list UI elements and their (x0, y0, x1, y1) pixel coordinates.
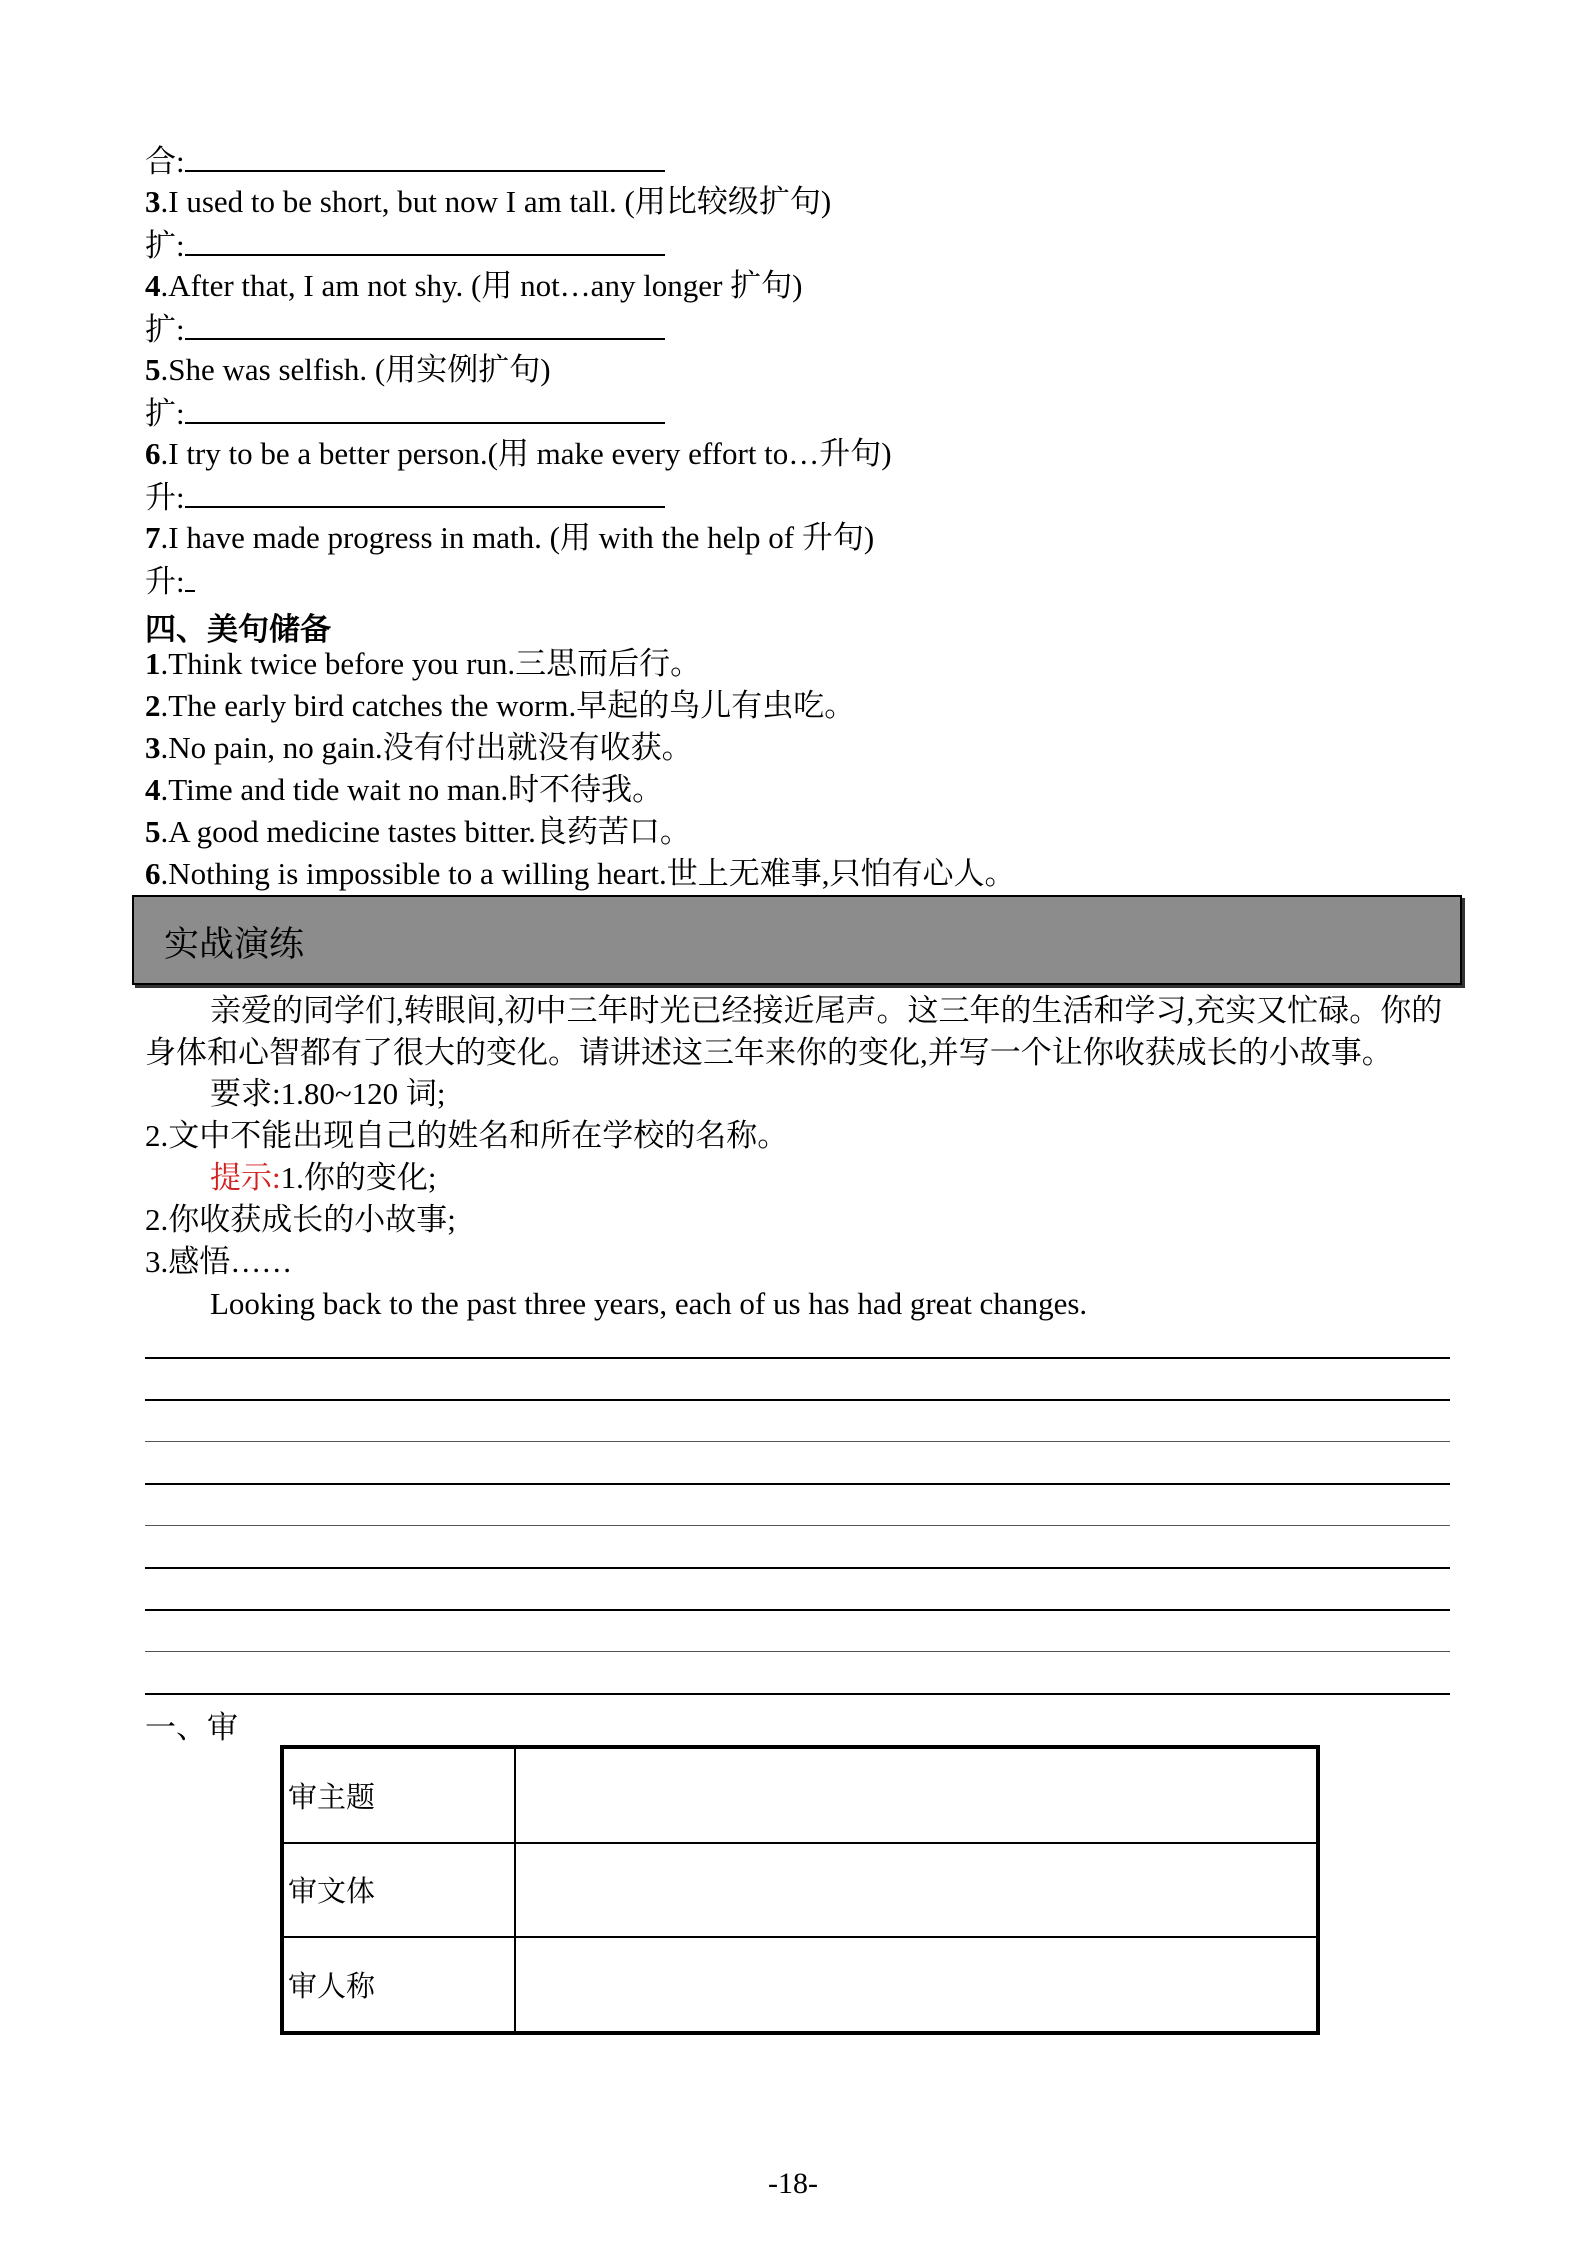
sentence-item: 2.The early bird catches the worm.早起的鸟儿有虫吃。 (145, 688, 856, 723)
sentence-item: 3.No pain, no gain.没有付出就没有收获。 (145, 730, 693, 765)
section-title: 四、美句储备 (145, 612, 331, 648)
answer-blank[interactable] (185, 140, 665, 172)
hint-label: 提示: (210, 1160, 281, 1195)
exercise-item: 6.I try to be a better person.(用 make every effort to…升句) (145, 436, 892, 471)
practice-banner (132, 895, 1462, 985)
combine-answer-line: 合: (145, 140, 665, 182)
answer-blank[interactable] (185, 308, 665, 340)
writing-line[interactable] (145, 1651, 1450, 1652)
row-label: 审主题 (282, 1747, 515, 1843)
sentence-item: 4.Time and tide wait no man.时不待我。 (145, 772, 664, 807)
expand-answer-line: 扩: (145, 392, 665, 434)
requirement-2: 2.文中不能出现自己的姓名和所在学校的名称。 (145, 1118, 789, 1153)
table-row (282, 1937, 1318, 2033)
shen-title: 一、审 (145, 1710, 238, 1746)
writing-line[interactable] (145, 1609, 1450, 1611)
exercise-item: 3.I used to be short, but now I am tall. (用比较级扩句) (145, 184, 832, 219)
writing-line[interactable] (145, 1441, 1450, 1442)
hint-2: 2.你收获成长的小故事; (145, 1202, 456, 1237)
exercise-item: 4.After that, I am not shy. (用 not…any longer 扩句) (145, 268, 803, 303)
answer-blank[interactable] (185, 224, 665, 256)
banner-title: 实战演练 (164, 925, 305, 965)
row-answer-cell[interactable] (515, 1843, 1318, 1937)
upgrade-answer-line: 升: (145, 560, 195, 602)
row-answer-cell[interactable] (515, 1747, 1318, 1843)
exercise-item: 5.She was selfish. (用实例扩句) (145, 352, 551, 387)
sentence-item: 1.Think twice before you run.三思而后行。 (145, 646, 702, 681)
writing-line[interactable] (145, 1693, 1450, 1695)
requirement-1: 要求:1.80~120 词; (210, 1076, 446, 1111)
table-row (282, 1747, 1318, 1843)
analysis-table (280, 1745, 1320, 2035)
row-label: 审人称 (282, 1937, 515, 2033)
row-label: 审文体 (282, 1843, 515, 1937)
writing-line[interactable] (145, 1399, 1450, 1401)
sentence-item: 5.A good medicine tastes bitter.良药苦口。 (145, 814, 691, 849)
table-row (282, 1843, 1318, 1937)
task-intro: 亲爱的同学们,转眼间,初中三年时光已经接近尾声。这三年的生活和学习,充实又忙碌。你的身体和心智都有了很大的变化。请讲述这三年来你的变化,并写一个让你收获成长的小故事。 (145, 993, 1443, 1070)
expand-answer-line: 扩: (145, 308, 665, 350)
page-number: -18- (768, 2167, 818, 2200)
sentence-item: 6.Nothing is impossible to a willing heart.世上无难事,只怕有心人。 (145, 856, 1016, 891)
writing-line[interactable] (145, 1567, 1450, 1569)
expand-answer-line: 扩: (145, 224, 665, 266)
upgrade-answer-line: 升: (145, 476, 665, 518)
essay-opening: Looking back to the past three years, each of us has had great changes. (210, 1286, 1088, 1321)
answer-blank[interactable] (185, 392, 665, 424)
answer-blank[interactable] (185, 560, 195, 592)
row-answer-cell[interactable] (515, 1937, 1318, 2033)
exercise-item: 7.I have made progress in math. (用 with the help of 升句) (145, 520, 875, 555)
writing-line[interactable] (145, 1525, 1450, 1526)
writing-line[interactable] (145, 1357, 1450, 1359)
hint-1: 提示:1.你的变化; (210, 1160, 437, 1195)
writing-line[interactable] (145, 1483, 1450, 1485)
hint-3: 3.感悟…… (145, 1244, 293, 1279)
answer-blank[interactable] (185, 476, 665, 508)
